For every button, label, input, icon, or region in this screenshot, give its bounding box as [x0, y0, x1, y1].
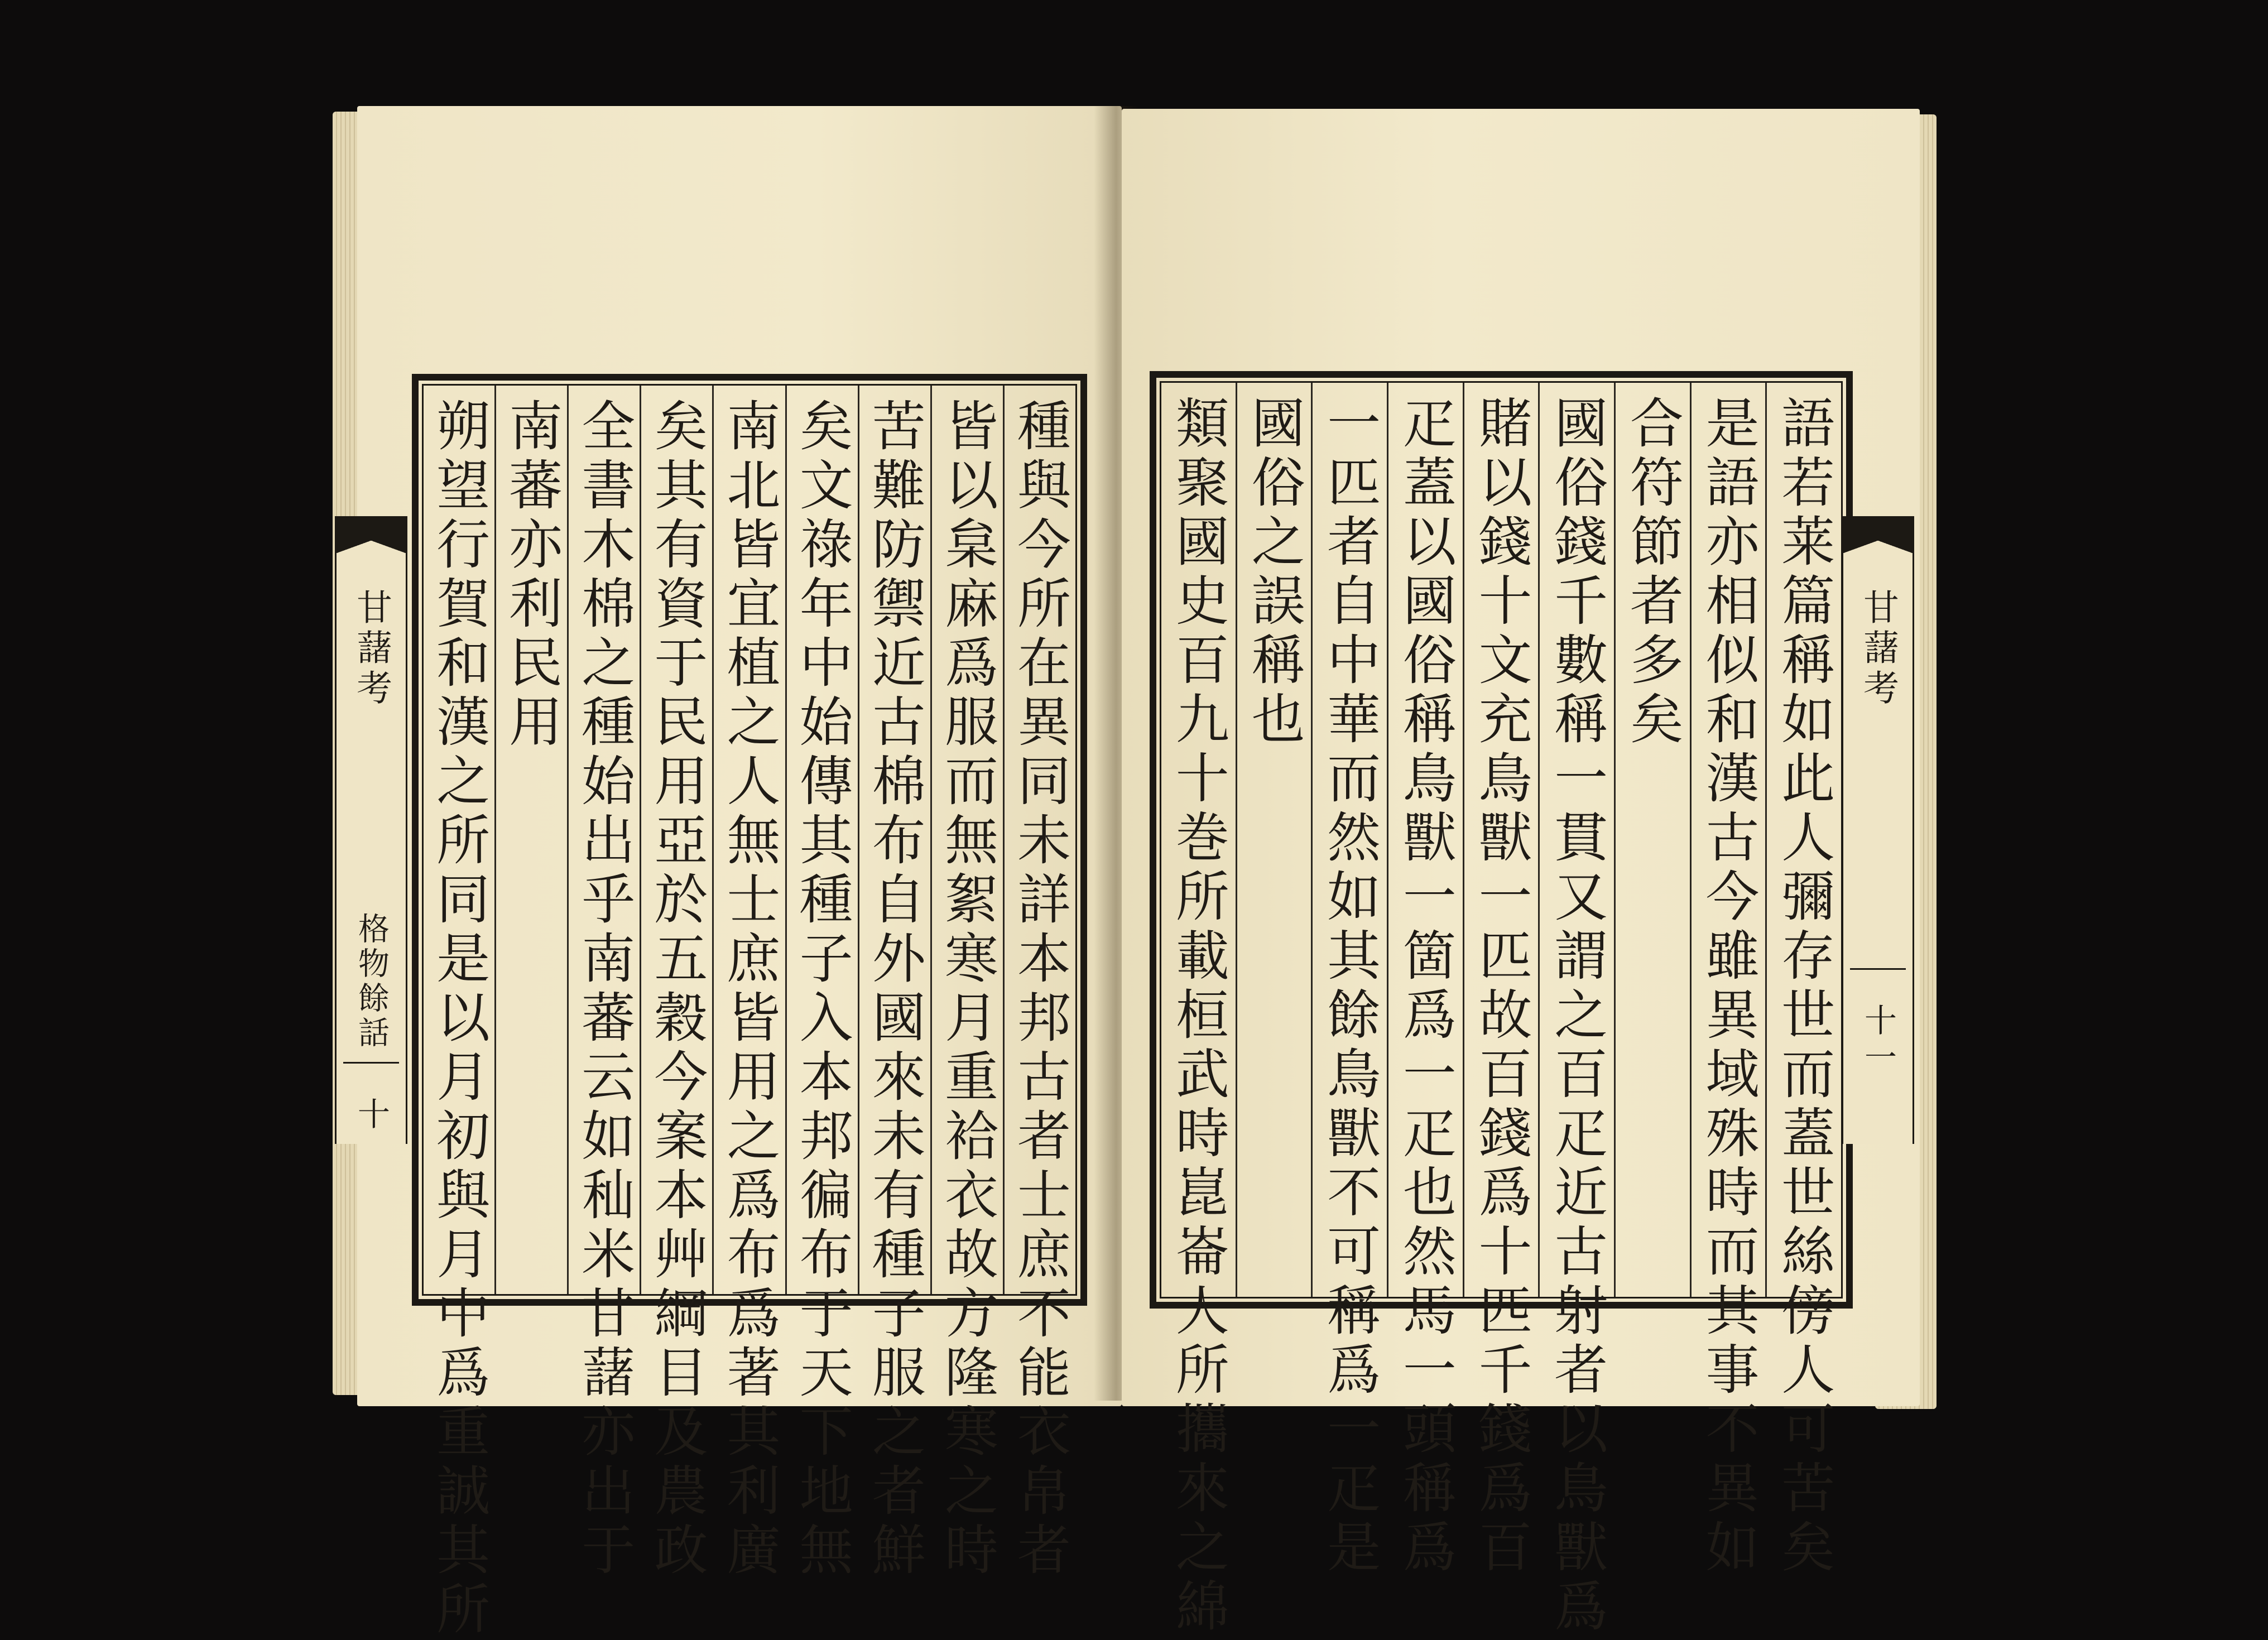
- banner-subtitle: 格物餘話: [353, 912, 390, 1051]
- left-column-8: 南蕃亦利民用: [494, 386, 567, 1294]
- right-column-3: 合符節者多矣: [1614, 383, 1690, 1297]
- right-column-4: 國俗錢千數稱一貫又謂之百疋近古射者以鳥獸爲: [1538, 383, 1614, 1297]
- fishtail-ornament: [1843, 516, 1913, 578]
- banner-rule: [343, 1062, 398, 1064]
- right-column-8: 國俗之誤稱也: [1236, 383, 1311, 1297]
- right-column-1: 語若莱篇稱如此人彌存世而蓋世絲傍人可苦矣: [1765, 383, 1841, 1297]
- left-column-3: 苦難防禦近古棉布自外國來未有種子服之者鮮: [858, 386, 930, 1294]
- right-column-6: 疋蓋以國俗稱鳥獸一箇爲一疋也然馬一頭稱爲: [1387, 383, 1463, 1297]
- right-page-banner: [1842, 516, 1914, 1144]
- left-column-6: 矣其有資于民用亞於五穀今案本艸綱目及農政: [640, 386, 712, 1294]
- banner-rule: [1850, 968, 1905, 970]
- left-column-5: 南北皆宜植之人無士庶皆用之爲布爲著其利廣: [712, 386, 785, 1294]
- left-page-banner: [335, 516, 407, 1144]
- left-column-7: 全書木棉之種始出乎南蕃云如秈米甘藷亦出于: [567, 386, 640, 1294]
- right-column-2: 是語亦相似和漢古今雖異域殊時而其事不異如: [1690, 383, 1766, 1297]
- right-column-9: 類聚國史百九十巻所載桓武時崑崙人所攜來之綿: [1167, 395, 1230, 1637]
- right-page: [1122, 109, 1920, 1637]
- right-column-5: 賭以錢十文充鳥獸一匹故百錢爲十匹千錢爲百: [1463, 383, 1539, 1297]
- folio-number: 十: [352, 1097, 390, 1134]
- right-column-7: 一匹者自中華而然如其餘鳥獸不可稱爲一疋是: [1311, 383, 1387, 1297]
- left-text-frame: [412, 374, 1087, 1640]
- right-text-frame: [1150, 371, 1853, 1637]
- left-page: [352, 106, 1122, 1640]
- fishtail-ornament: [337, 516, 406, 578]
- banner-title: 甘藷考: [1857, 589, 1899, 709]
- left-column-1: 種與今所在異同未詳本邦古者士庶不能衣帛者: [1003, 386, 1075, 1294]
- left-column-4: 矣文祿年中始傳其種子入本邦徧布于天下地無: [785, 386, 858, 1294]
- left-column-2: 皆以枲麻爲服而無絮寒月重袷衣故方隆寒之時: [930, 386, 1003, 1294]
- banner-title: 甘藷考: [350, 589, 392, 709]
- left-column-9: 朔望行賀和漢之所同是以月初與月中爲重誠其所: [427, 398, 491, 1640]
- folio-number: 十一: [1859, 1003, 1897, 1077]
